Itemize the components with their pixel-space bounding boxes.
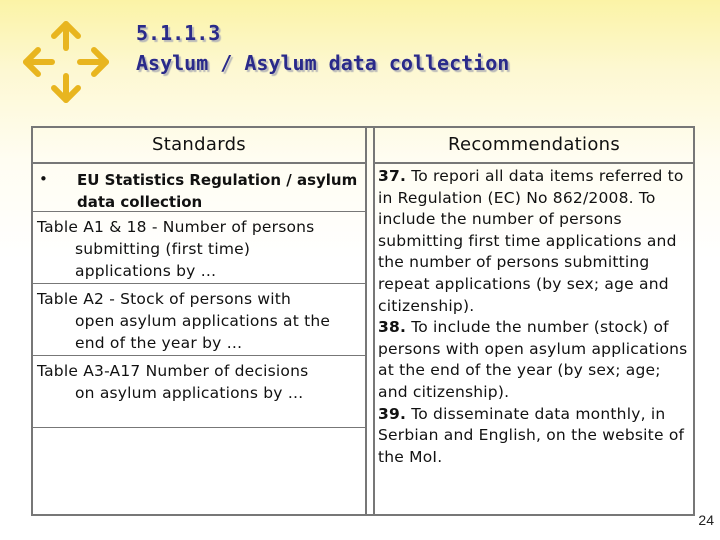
table-a1-line: submitting (first time) — [75, 240, 251, 258]
standards-cell-eu — [33, 164, 365, 212]
standards-cell-a3 — [33, 356, 365, 428]
recommendations-header: Recommendations — [375, 128, 693, 164]
table-a3-line: on asylum applications by … — [75, 384, 304, 402]
rec-39-text: To disseminate data monthly, in Serbian and English, on the website of the MoI. — [378, 404, 685, 466]
table-a2-line: Table A2 - Stock of persons with — [37, 290, 292, 308]
content-table — [31, 126, 695, 516]
rec-38-number: 38. — [378, 318, 407, 337]
table-a2-text — [37, 288, 365, 354]
table-a1-line: Table A1 & 18 - Number of persons — [37, 218, 315, 236]
section-number: 5.1.1.3 — [136, 21, 221, 45]
table-a2-line: open asylum applications at the — [75, 312, 331, 330]
eu-regulation-text: EU Statistics Regulation / asylum data collection — [77, 171, 358, 211]
bullet-marker: • — [39, 170, 49, 188]
table-a3-line: Table A3-A17 Number of decisions — [37, 362, 309, 380]
page-number: 24 — [698, 512, 714, 528]
table-a3-text — [37, 360, 365, 404]
rec-37-number: 37. — [378, 167, 407, 185]
standards-cell-a2 — [33, 284, 365, 356]
four-arrows-icon — [20, 18, 112, 106]
column-divider — [373, 128, 375, 514]
slide-title — [136, 18, 509, 78]
column-divider — [365, 128, 367, 514]
table-a2-line: end of the year by … — [75, 334, 243, 352]
standards-header: Standards — [33, 128, 365, 164]
recommendations-text — [378, 166, 690, 468]
table-a1-text — [37, 216, 365, 282]
rec-37-text: To repori all data items referred to in Regulation (EC) No 862/2008. To include the number of persons submitting first time applications and the number of persons submitting repeat applications (by sex; age and citizenship). — [378, 167, 684, 315]
title-text: Asylum / Asylum data collection — [136, 51, 510, 75]
rec-39-number: 39. — [378, 404, 407, 423]
standards-cell-empty — [33, 428, 365, 514]
standards-cell-a1 — [33, 212, 365, 284]
table-a1-line: applications by … — [75, 262, 217, 280]
rec-38-text: To include the number (stock) of persons with open asylum applications at the end of the year (by sex; age; and citizenship). — [378, 318, 688, 401]
